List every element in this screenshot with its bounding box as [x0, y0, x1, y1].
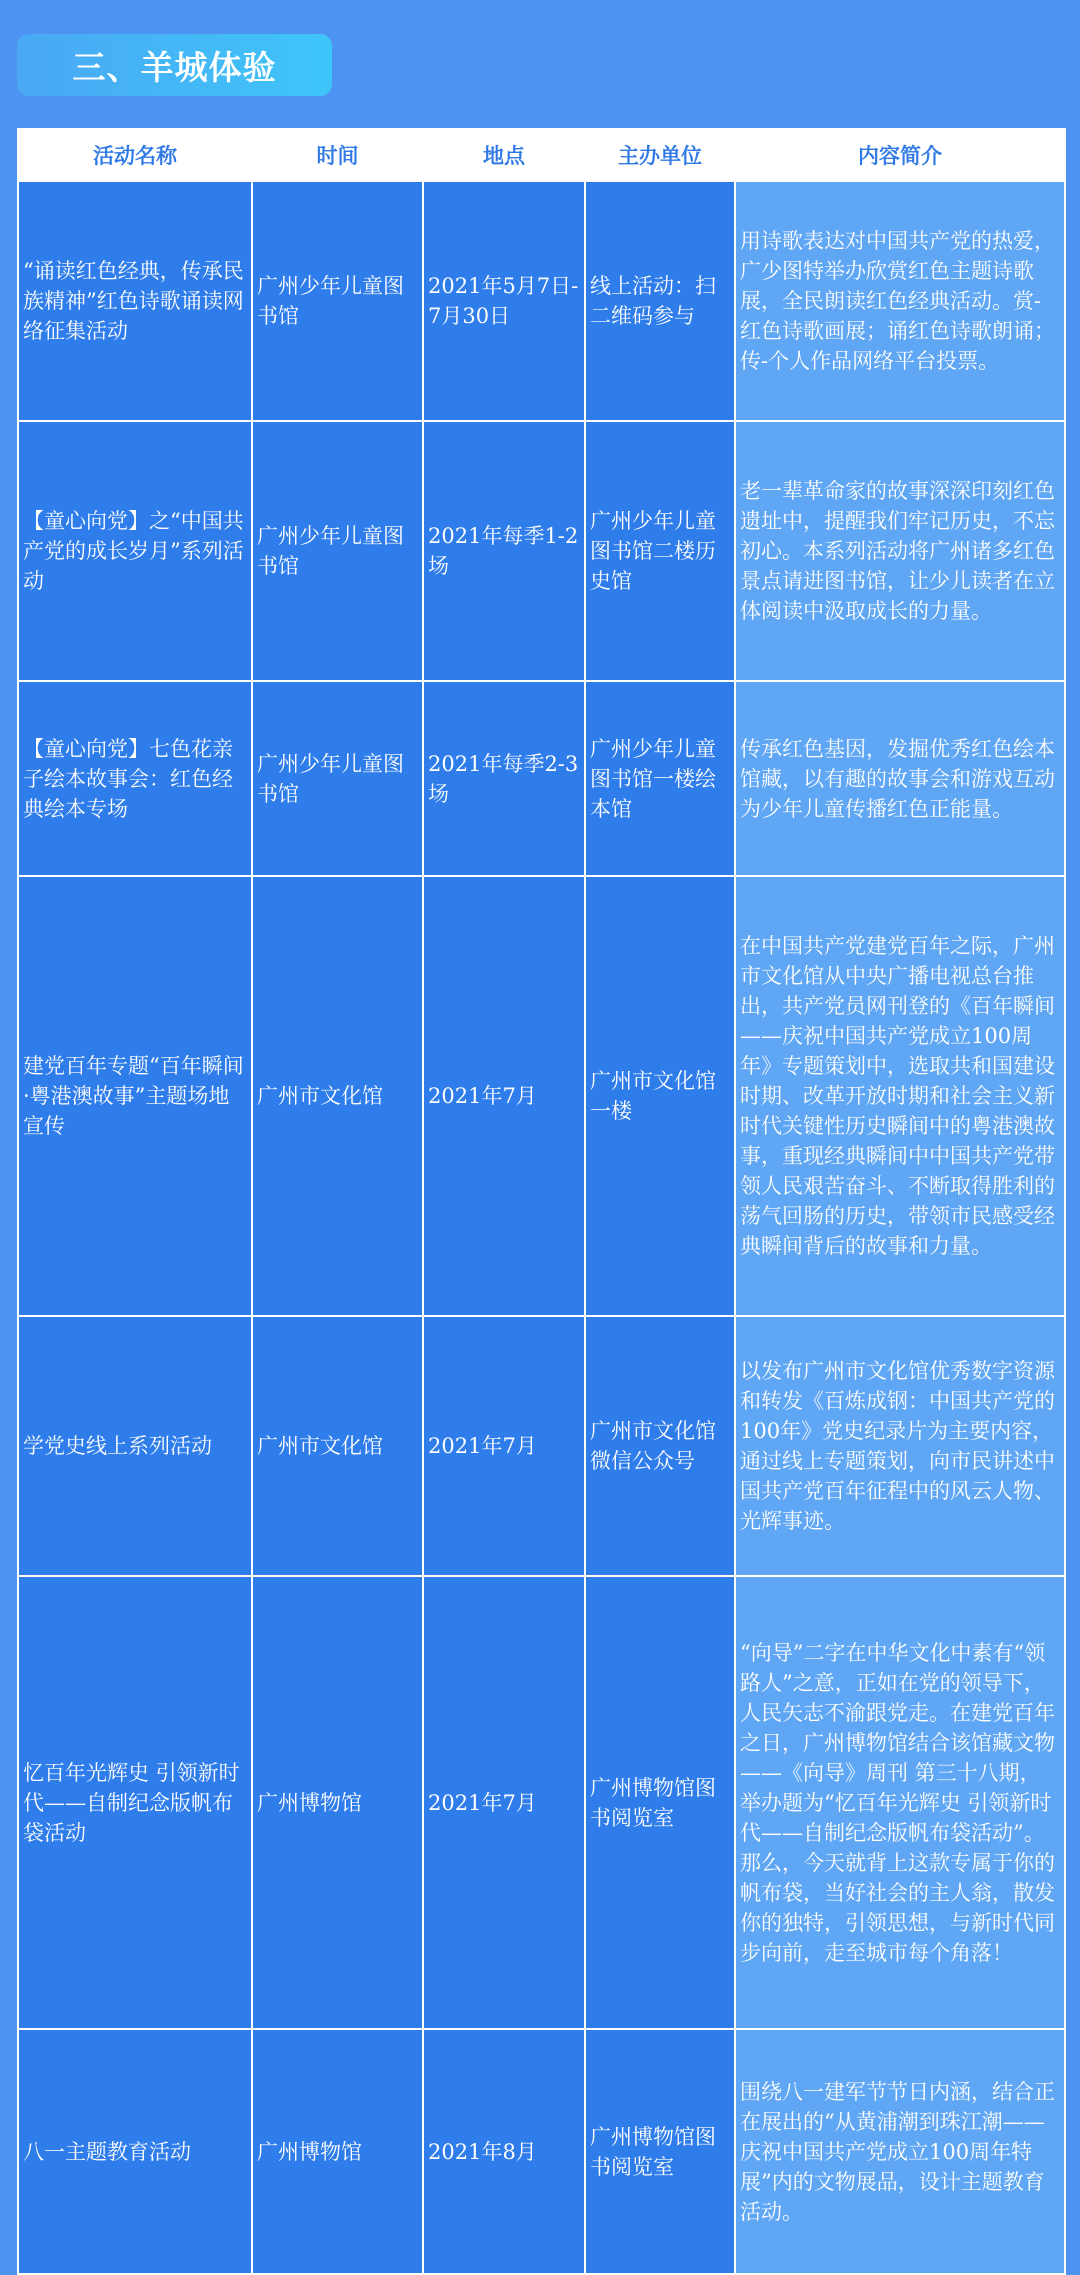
cell-place: 2021年7月	[423, 1576, 585, 2029]
header-activity-name: 活动名称	[18, 129, 252, 181]
header-time: 时间	[252, 129, 423, 181]
cell-time: 广州少年儿童图书馆	[252, 181, 423, 421]
cell-host: 广州市文化馆一楼	[585, 876, 735, 1316]
header-description: 内容简介	[735, 129, 1065, 181]
cell-place: 2021年每季2-3场	[423, 681, 585, 876]
cell-description: 围绕八一建军节节日内涵，结合正在展出的“从黄浦潮到珠江潮——庆祝中国共产党成立100周年特展”内的文物展品，设计主题教育活动。	[735, 2029, 1065, 2274]
cell-activity-name: 学党史线上系列活动	[18, 1316, 252, 1576]
cell-host: 广州少年儿童图书馆一楼绘本馆	[585, 681, 735, 876]
cell-host: 广州博物馆图书阅览室	[585, 2029, 735, 2274]
table-row	[18, 876, 1065, 1316]
cell-activity-name: 建党百年专题“百年瞬间·粤港澳故事”主题场地宣传	[18, 876, 252, 1316]
cell-description: 传承红色基因，发掘优秀红色绘本馆藏，以有趣的故事会和游戏互动为少年儿童传播红色正能量。	[735, 681, 1065, 876]
cell-activity-name: 八一主题教育活动	[18, 2029, 252, 2274]
cell-time: 广州市文化馆	[252, 876, 423, 1316]
cell-time: 广州博物馆	[252, 1576, 423, 2029]
table-row	[18, 181, 1065, 421]
cell-time: 广州市文化馆	[252, 1316, 423, 1576]
cell-description: 以发布广州市文化馆优秀数字资源和转发《百炼成钢：中国共产党的100年》党史纪录片为主要内容，通过线上专题策划，向市民讲述中国共产党百年征程中的风云人物、光辉事迹。	[735, 1316, 1065, 1576]
cell-time: 广州少年儿童图书馆	[252, 681, 423, 876]
cell-place: 2021年每季1-2场	[423, 421, 585, 681]
cell-place: 2021年8月	[423, 2029, 585, 2274]
cell-host: 线上活动：扫二维码参与	[585, 181, 735, 421]
section-title: 三、羊城体验	[72, 47, 277, 87]
cell-activity-name: 【童心向党】之“中国共产党的成长岁月”系列活动	[18, 421, 252, 681]
cell-description: 老一辈革命家的故事深深印刻红色遗址中，提醒我们牢记历史，不忘初心。本系列活动将广州诸多红色景点请进图书馆，让少儿读者在立体阅读中汲取成长的力量。	[735, 421, 1065, 681]
cell-description: “向导”二字在中华文化中素有“领路人”之意，正如在党的领导下，人民矢志不渝跟党走。在建党百年之日，广州博物馆结合该馆藏文物——《向导》周刊 第三十八期，举办题为“忆百年光辉史 引领新时代——自制纪念版帆布袋活动”。那么，今天就背上这款专属于你的帆布袋，当好社会的主人翁，散发你的独特，引领思想，与新时代同步向前，走至城市每个角落！	[735, 1576, 1065, 2029]
cell-place: 2021年7月	[423, 876, 585, 1316]
cell-activity-name: “诵读红色经典，传承民族精神”红色诗歌诵读网络征集活动	[18, 181, 252, 421]
cell-host: 广州博物馆图书阅览室	[585, 1576, 735, 2029]
header-host: 主办单位	[585, 129, 735, 181]
cell-description: 用诗歌表达对中国共产党的热爱，广少图特举办欣赏红色主题诗歌展，全民朗读红色经典活动。赏-红色诗歌画展；诵红色诗歌朗诵；传-个人作品网络平台投票。	[735, 181, 1065, 421]
table-row	[18, 2029, 1065, 2274]
cell-time: 广州少年儿童图书馆	[252, 421, 423, 681]
table-row	[18, 681, 1065, 876]
table-header-row	[18, 129, 1065, 181]
cell-host: 广州市文化馆微信公众号	[585, 1316, 735, 1576]
cell-activity-name: 【童心向党】七色花亲子绘本故事会：红色经典绘本专场	[18, 681, 252, 876]
cell-description: 在中国共产党建党百年之际，广州市文化馆从中央广播电视总台推出，共产党员网刊登的《百年瞬间——庆祝中国共产党成立100周年》专题策划中，选取共和国建设时期、改革开放时期和社会主义新时代关键性历史瞬间中的粤港澳故事，重现经典瞬间中中国共产党带领人民艰苦奋斗、不断取得胜利的荡气回肠的历史，带领市民感受经典瞬间背后的故事和力量。	[735, 876, 1065, 1316]
header-place: 地点	[423, 129, 585, 181]
cell-place: 2021年5月7日-7月30日	[423, 181, 585, 421]
section-title-badge	[17, 34, 332, 96]
table-row	[18, 421, 1065, 681]
table-row	[18, 1316, 1065, 1576]
activities-table	[17, 128, 1066, 2275]
cell-host: 广州少年儿童图书馆二楼历史馆	[585, 421, 735, 681]
cell-time: 广州博物馆	[252, 2029, 423, 2274]
cell-activity-name: 忆百年光辉史 引领新时代——自制纪念版帆布袋活动	[18, 1576, 252, 2029]
table-row	[18, 1576, 1065, 2029]
cell-place: 2021年7月	[423, 1316, 585, 1576]
